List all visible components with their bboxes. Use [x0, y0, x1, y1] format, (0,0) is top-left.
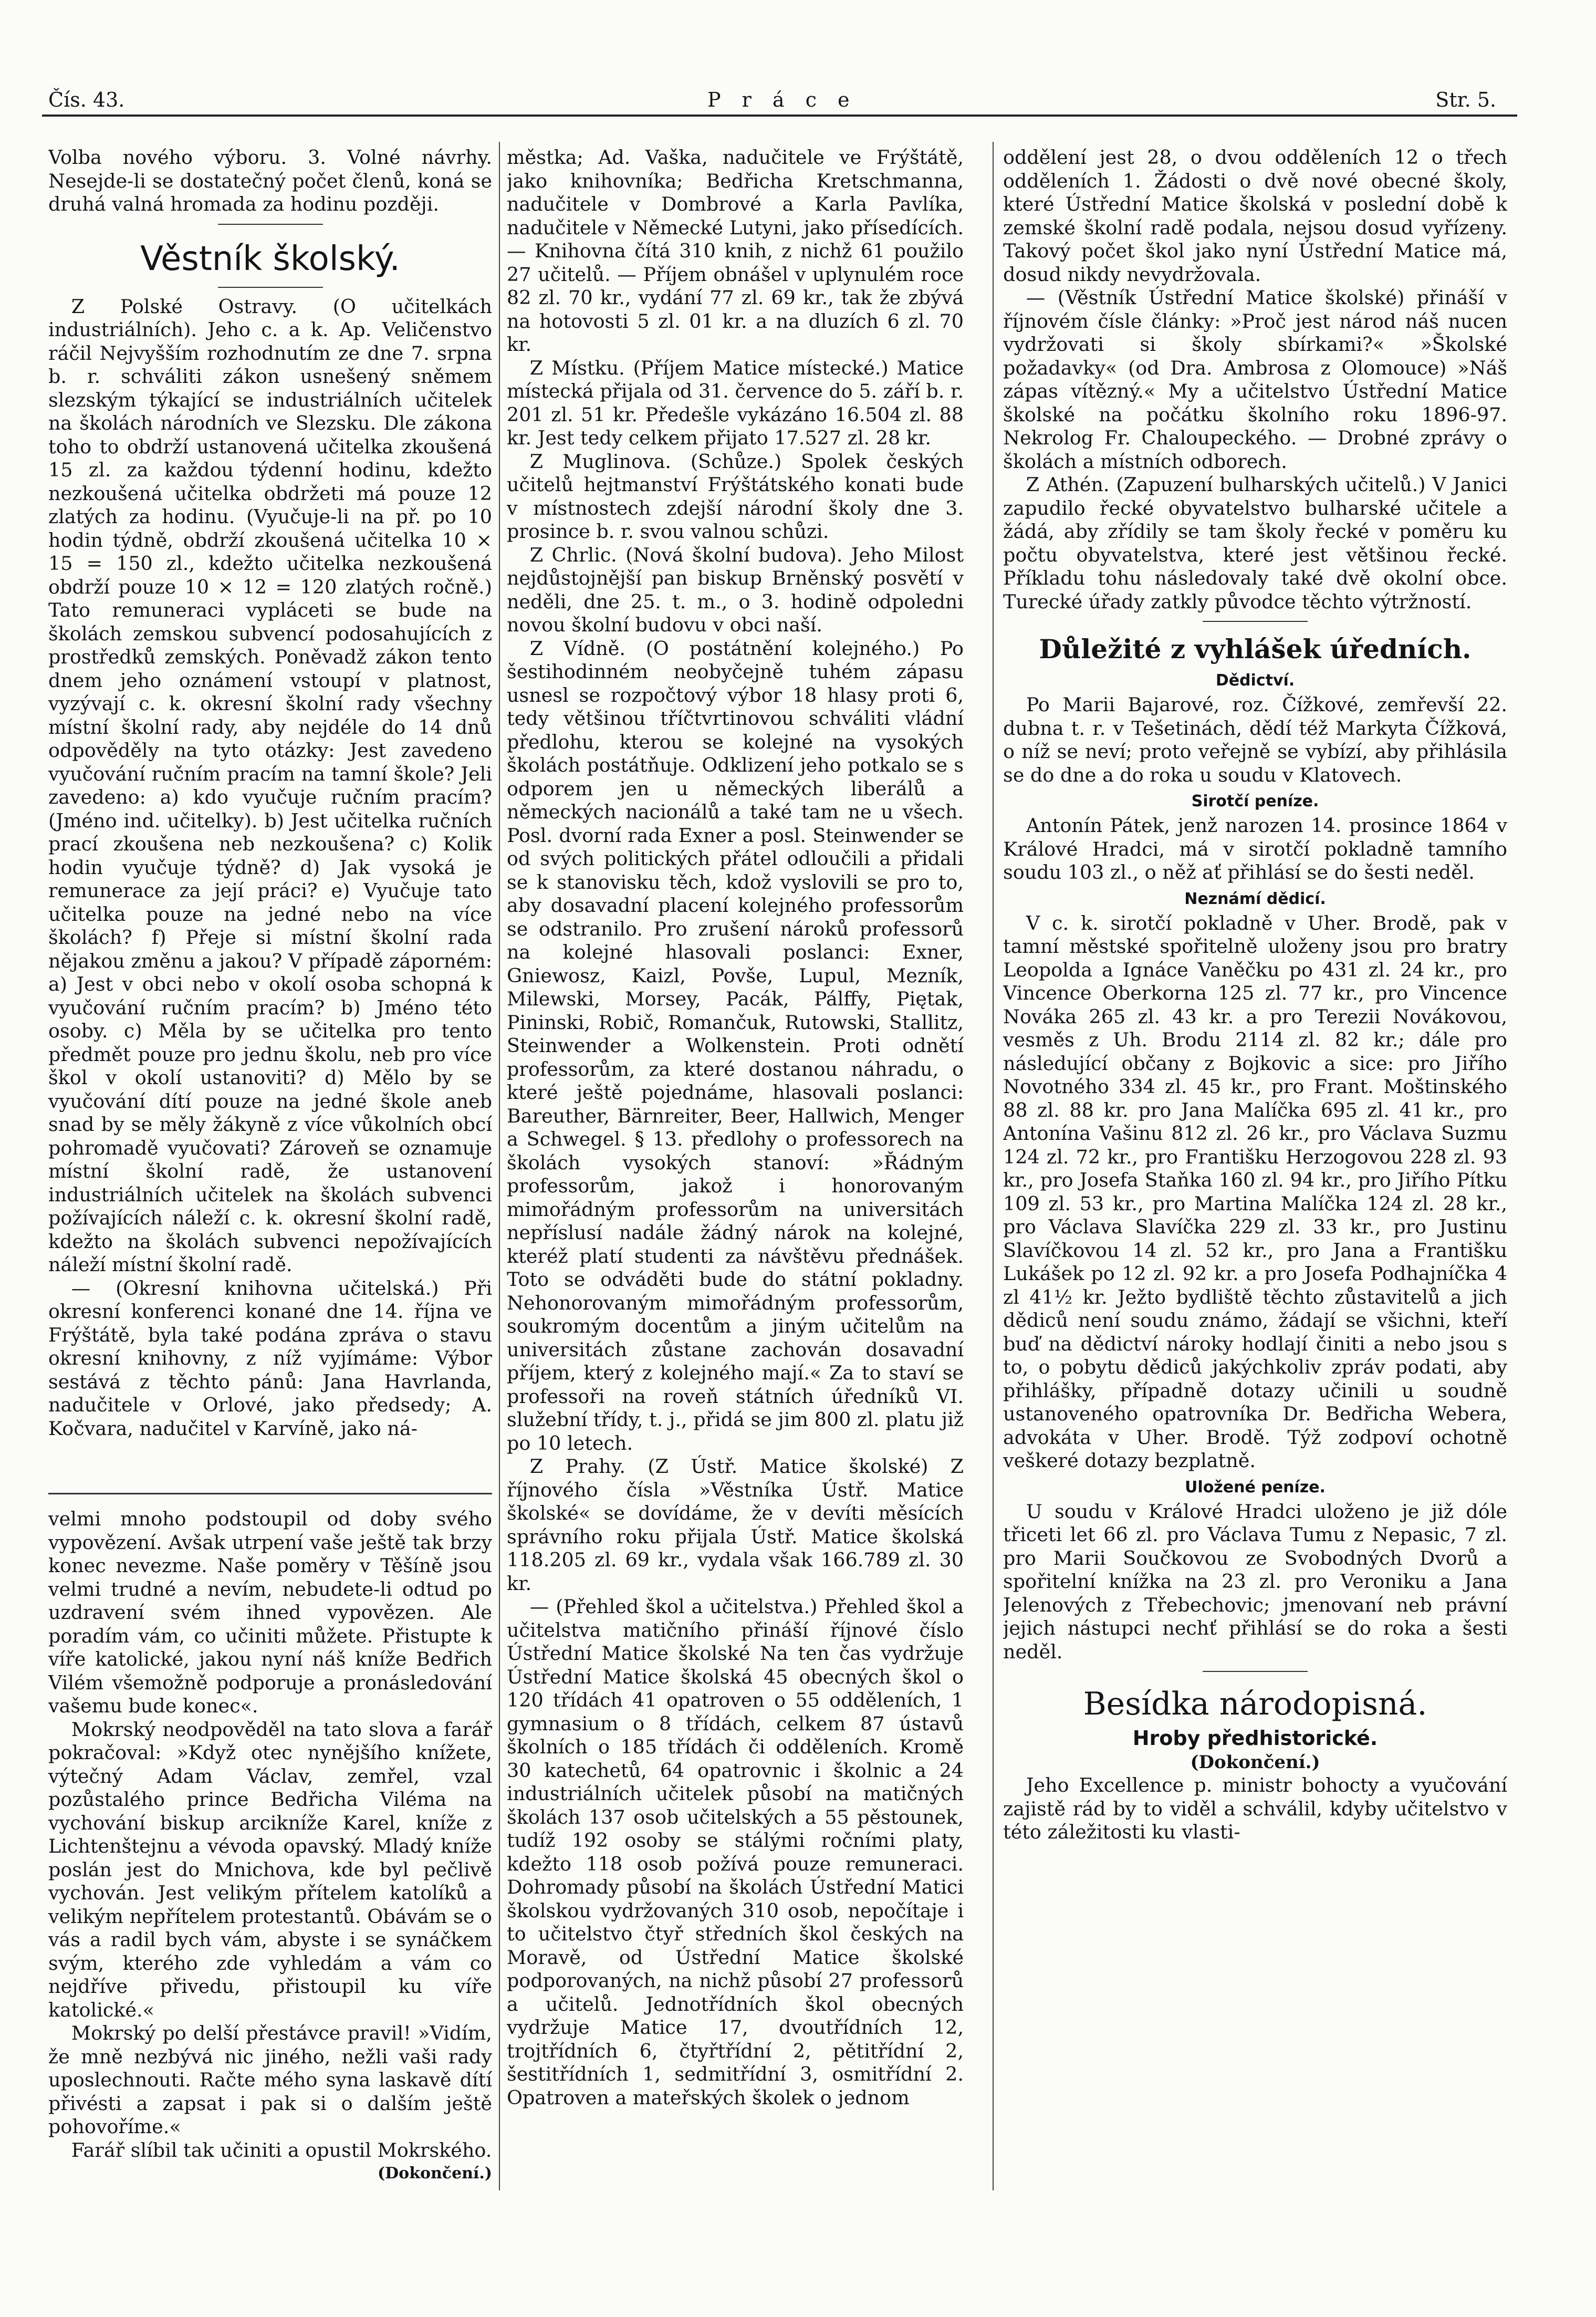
divider [1203, 621, 1308, 622]
header-rule [42, 115, 1517, 117]
notice-title: Dědictví. [1215, 671, 1295, 690]
article-prehled-skol: — (Přehled škol a učitelstva.) Přehled škol a učitelstva matičního přináší říjnové číslo Ústřední Matice školské Na ten čas vydržuje Ústřední Matice školská 45 obecných škol o 120 třídách 41 opatroven o 55 odděleních, 1 gymnasium o 8 třídách, celkem 87 ústavů školních o 185 třídách či odděleních. Kromě 30 katechetů, 64 opatrovnic i školnic a 24 industriálních učitelek působí na matičných školách 137 osob učitelských a 55 pěstounek, tudíž 192 osoby se stálými ročními platy, kdežto 118 osob požívá pouze remuneraci. Dohromady působí na školách Ústřední Matici školskou vydržovaných 310 osob, nepočítaje i to učitelstvo čtyř středních škol českých na Moravě, od Ústřední Matice školské podporovaných, na nichž působí 27 professorů a učitelů. Jednotřídních škol obecných vydržuje Matice 17, dvoutřídních 12, trojtřídních 6, čtyřtřídní 2, pětitřídní 2, šestitřídních 1, sedmitřídní 3, osmitřídní 2. Opatroven a mateřských školek o jednom [507, 1595, 964, 2109]
column-2 [507, 146, 964, 2195]
article-polska-ostrava: Z Polské Ostravy. (O učitelkách industriálních). Jeho c. a k. Ap. Veličenstvo ráčil Nejvyšším rozhodnutím ze dne 7. srpna b. r. schváliti zákon usnešený sněmem slezským týkající se industriálních učitelek na školách národních ve Slezsku. Dle zákona toho to obdrží ustanovená učitelka zkoušená 15 zl. za každou týdenní hodinu, kdežto nezkoušená učitelka obdržeti má pouze 12 zlatých za hodinu. (Vyučuje-li na př. po 10 hodin týdně, obdrží zkoušená učitelka 10 × 15 = 150 zl., kdežto učitelka nezkoušená obdrží pouze 10 × 12 = 120 zlatých ročně.) Tato remuneraci vypláceti se bude na školách zemskou subvencí podosahujících z prostředků zemských. Poněvadž zákon tento dnem jeho oznámení vstoupí v platnost, vyzývají c. k. okresní školní rady všechny místní školní rady, aby nejdéle do 14 dnů odpovědělу na tyto otázky: Jest zavedeno vyučování ručním pracím na tamní škole? Jeli zavedeno: a) kdo vyučuje ručním pracím? (Jméno ind. učitelky). b) Jest učitelka ručních prací zkoušena neb nezkoušena? c) Kolik hodin vyučuje týdně? d) Jak vysoká je remunerace za její práci? e) Vyučuje tato učitelka pouze na jedné nebo na více školách? f) Přeje si místní školní rada nějakou změnu a jakou? V případě záporném: a) Jest v obci nebo v okolí osoba schopná k vyučování ručním pracím? b) Jméno této osoby. c) Měla by se učitelka pro tento předmět pouze pro jednu školu, neb pro více škol v okolí ustanoviti? d) Mělo by se vyučování dítí pouze na jedné škole aneb snad by se měly žákyně z více vůkolních obcí pohromadě vyučovati? Zároveň se oznamuje místní školní radě, že ustanovení industriálních učitelek na školách subvenci požívajících náleží c. k. okresní školní radě, kdežto na školách subvenci nepožívajících náleží místní školní radě. [48, 295, 492, 1276]
notice-text: U soudu v Králové Hradci uloženo je již dóle třiceti let 66 zl. pro Václava Tumu z Nepasic, 7 zl. pro Marii Součkovou ze Svobodných Dvorů a spořitelní knížka na 23 zl. pro Veroniku a Jana Jelenových z Třebechovic; jmenovaní neb právní jejich nástupci nechť přihlásí se do roka a šesti neděl. [1003, 1500, 1507, 1663]
article-vestnik-matice: — (Věstník Ústřední Matice školské) přináší v říjnovém čísle články: »Proč jest národ náš nucen vydržovati si školy sbírkami?« »Školské požadavky« (od Dra. Ambrosa z Olomouce) »Náš zápas vítězný.« My a učitelstvo Ústřední Matice školské na počátku školního roku 1896-97. Nekrolog Fr. Chaloupeckého. — Drobné zprávy o školách a místních odborech. [1003, 286, 1507, 473]
column-1-feuilleton [48, 1508, 492, 2190]
column-rule-1 [499, 142, 500, 2190]
column-3 [1003, 146, 1507, 2195]
paragraph: oddělení jest 28, o dvou odděleních 12 o třech odděleních 1. Žádosti o dvě nové obecné školy, které Ústřední Matice školská v poslední době k zemské školní radě podala, nejsou dosud vyřízeny. Takový počet škol jako nyní Ústřední Matice má, dosud nikdy nevydržovala. [1003, 146, 1507, 286]
article-praha: Z Prahy. (Z Ústř. Matice školské) Z říjnového čísla »Věstníka Ústř. Matice školské« se dovídáme, že v devíti měsících správního roku přijala Ústř. Matice školská 118.205 zl. 69 kr., vydala však 166.789 zl. 30 kr. [507, 1455, 964, 1595]
newspaper-title: P r á c e [707, 88, 857, 111]
continued-note: (Dokončení.) [377, 2164, 492, 2183]
issue-number: Čís. 43. [48, 88, 125, 111]
paragraph: velmi mnoho podstoupil od doby svého vypovězení. Avšak utrpení vaše ještě tak brzy konec nevezme. Naše poměry v Těšíně jsou velmi trudné a nevím, nebudete-li odtud po uzdravení svém ihned vypovězen. Ale poradím vám, co učiniti můžete. Přistupte k víře katolické, jakou nyní náš kníže Bedřich Vilém všemožně podporuje a pronásledování vašemu bude konec«. [48, 1508, 492, 1717]
notice-text: Po Marii Bajarové, roz. Čížkové, zemřevší 22. dubna t. r. v Tešetinách, dědí též Markyta Čížková, o níž se neví; proto veřejně se vybízí, aby přihlásila se do dne a do roka u soudu v Klatovech. [1003, 693, 1507, 786]
notice-text: V c. k. sirotčí pokladně v Uher. Brodě, pak v tamní městské spořitelně uloženy jsou pro bratry Leopolda a Ignáce Vaněčku po 431 zl. 24 kr., pro Vincence Oberkorna 125 zl. 77 kr., pro Vincence Nováka 265 zl. 43 kr. a pro Terezii Novákovou, vesměs z Uh. Brodu 2114 zl. 82 kr.; dále pro následující občany z Bojkovic a sice: pro Jiřího Novotného 334 zl. 45 kr., pro Frant. Moštinského 88 zl. 88 kr. pro Jana Malíčka 695 zl. 41 kr., pro Antonína Vašinu 812 zl. 26 kr., pro Václava Suzmu 124 zl. 72 kr., pro Františku Herzogovou 228 zl. 93 kr., pro Josefa Staňka 160 zl. 94 kr., pro Jiřího Pítku 109 zl. 53 kr., pro Martina Malíčka 124 zl. 28 kr., pro Václava Slavíčka 229 zl. 33 kr., pro Justinu Slavíčkovou 14 zl. 52 kr., pro Jana a Františku Lukášek po 12 zl. 92 kr. a pro Josefa Podhajníčka 4 zl 41½ kr. Ježto bydliště těchto zůstavitelů a jich dědiců není soudu známo, žádají se všichni, kteří buď na dědictví nároky hodlají činiti a nebo jsou s to, o pobytu dědiců jakýchkoliv zpráv podati, aby přihlášky, případně dotazy učinili u soudně ustanoveného opatrovníka Dr. Bedřicha Webera, advokáta v Uher. Brodě. Týž zodpoví ochotně veškeré dotazy bezplatně. [1003, 911, 1507, 1472]
page-number: Str. 5. [1435, 88, 1496, 111]
divider [218, 224, 323, 225]
column-rule-2 [993, 142, 994, 2190]
article-athen: Z Athén. (Zapuzení bulharských učitelů.) V Janici zapudilo řecké obyvatelstvo bulharské učitele a žádá, aby zřídily se tam školy řecké v poměru ku počtu obyvatelstva, které jest většinou řecké. Příkladu tohu následovaly také dvě okolní obce. Turecké úřady zatkly původce těchto výtržností. [1003, 473, 1507, 613]
section-title-besidka: Besídka národopisná. [1083, 1686, 1427, 1722]
article-chrlice: Z Chrlic. (Nová školní budova). Jeho Milost nejdůstojnější pan biskup Brněnský posvětí v neděli, dne 25. t. m., o 3. hodině odpoledni novou školní budovu v obci naší. [507, 543, 964, 636]
besidka-text: Jeho Excellence p. ministr bohocty a vyučování zajistě rád by to viděl a schválil, kdyby učitelstvo v této záležitosti ku vlasti- [1003, 1774, 1507, 1843]
notice-text: Antonín Pátek, jenž narozen 14. prosince 1864 v Králové Hradci, má v sirotčí pokladně tamního soudu 103 zl., o něž ať přihlásí se do šesti neděl. [1003, 814, 1507, 884]
besidka-subtitle: Hroby předhistorické. [1132, 1727, 1378, 1750]
paragraph: Mokrský neodpověděl na tato slova a farář pokračoval: »Když otec nynějšího knížete, výtečný Adam Václav, zemřel, vzal pozůstalého prince Bedřicha Viléma na vychování biskup arcikníže Karel, kníže z Lichtenštejnu a vévoda opavský. Mladý kníže poslán jest do Mnichova, kde byl pečlivě vychován. Jest velikým přítelem katolíků a velikým nepřítelem protestantů. Obávám se o vás a radil bych vám, abyste i se synáčkem svým, kterého zde vyhledám a vám co nejdříve přivedu, přistoupil ku víře katolické.« [48, 1718, 492, 2021]
notice-title: Sirotčí peníze. [1191, 792, 1319, 811]
article-mistek: Z Místku. (Příjem Matice místecké.) Matice místecká přijala od 31. července do 5. září b. r. 201 zl. 51 kr. Předešle vykázáno 16.504 zl. 88 kr. Jest tedy celkem přijato 17.527 zl. 28 kr. [507, 356, 964, 449]
article-muglinov: Z Muglinova. (Schůze.) Spolek českých učitelů hejtmanství Frýštátského konati bude v místnostech zdejší národní školy dne 3. prosince b. r. svou valnou schůzi. [507, 450, 964, 543]
paragraph: Volba nového výboru. 3. Volné návrhy. Nesejde-li se dostatečný počet členů, koná se druhá valná hromada za hodinu později. [48, 146, 492, 215]
column-1-top [48, 146, 492, 1475]
notice-title: Uložené peníze. [1185, 1478, 1326, 1497]
section-title-skolsky: Věstník školský. [140, 239, 400, 278]
besidka-cont: (Dokončení.) [1190, 1752, 1320, 1773]
paragraph: Farář slíbil tak učiniti a opustil Mokrského. [71, 2138, 492, 2162]
divider [218, 287, 323, 288]
notice-title: Neznámí dědicí. [1184, 889, 1326, 908]
section-title-vyhlasky: Důležité z vyhlášek úředních. [1039, 633, 1472, 664]
paragraph: Mokrský po delší přestávce pravil! »Vidím, že mně nezbývá nic jiného, nežli vaši rady uposlechnouti. Račte mého syna laskavě dítí přivésti a zapsat i pak si o dalším ještě pohovoříme.« [48, 2022, 492, 2138]
paragraph: městka; Ad. Vaška, nadučitele ve Frýštátě, jako knihovníka; Bedřicha Kretschmanna, nadučitele v Dombrové a Karla Pavlíka, nadučitele v Německé Lutyni, jako přísedících. — Knihovna čítá 310 knih, z nichž 61 použilo 27 učitelů. — Příjem obnášel v uplynulém roce 82 zl. 70 kr., vydání 77 zl. 69 kr., tak že zbývá na hotovosti 5 zl. 01 kr. a na dluzích 6 zl. 70 kr. [507, 146, 964, 356]
article-viden: Z Vídně. (O postátnění kolejného.) Po šestihodinném neobyčejně tuhém zápasu usnesl se rozpočtový výbor 18 hlasy proti 6, tedy většinou tříčtvrtinovou schváliti vládní předlohu, kterou se kolejné na vysokých školách postátňuje. Odklizení jeho potkalo se s odporem jen u německých liberálů a německých nacionálů a také tam ne u všech. Posl. dvorní rada Exner a posl. Steinwender se od svých politických přátel odloučili a přidali se k stanovisku těch, kdož vyslovili se pro to, aby dosavadní placení kolejného professorům se odstranilo. Pro zrušení nároků professorů na kolejné hlasovali poslanci: Exner, Gniewosz, Kaizl, Povše, Lupul, Mezník, Milewski, Morsey, Pacák, Pálffy, Piętak, Pininski, Robič, Romančuk, Rutowski, Stallitz, Steinwender a Wolkenstein. Proti odnětí professorům, za které dostanou náhradu, o které ještě pojednáme, hlasovali poslanci: Bareuther, Bärnreiter, Beer, Hallwich, Menger a Schwegel. § 13. předlohy o professorech na školách vysokých stanoví: »Řádným professorům, jakož i honorovaným mimořádným professorům na universitách nepříslusí nadále žádný nárok na kolejné, kteréž platí studenti za návštěvu přednášek. Toto se odváděti bude do státní pokladny. Nehonorovaným mimořádným professorům, soukromým docentům a jiným učitelům na universitách zůstane zachován dosavadní příjem, který z kolejného mají.« Za to staví se professoři na roveň státních úředníků VI. služební třídy, t. j., přidá se jim 800 zl. platu již po 10 letech. [507, 637, 964, 1454]
feuilleton-rule [48, 1493, 492, 1494]
article-knihovna: — (Okresní knihovna učitelská.) Při okresní konferenci konané dne 14. října ve Frýštátě, byla také podána zpráva o stavu okresní knihovny, z níž vyjímáme: Výbor sestává z těchto pánů: Jana Havrlanda, nadučitele v Orlové, jako předsedy; A. Kočvara, nadučitel v Karvíně, jako ná- [48, 1276, 492, 1440]
divider [1203, 1671, 1308, 1672]
